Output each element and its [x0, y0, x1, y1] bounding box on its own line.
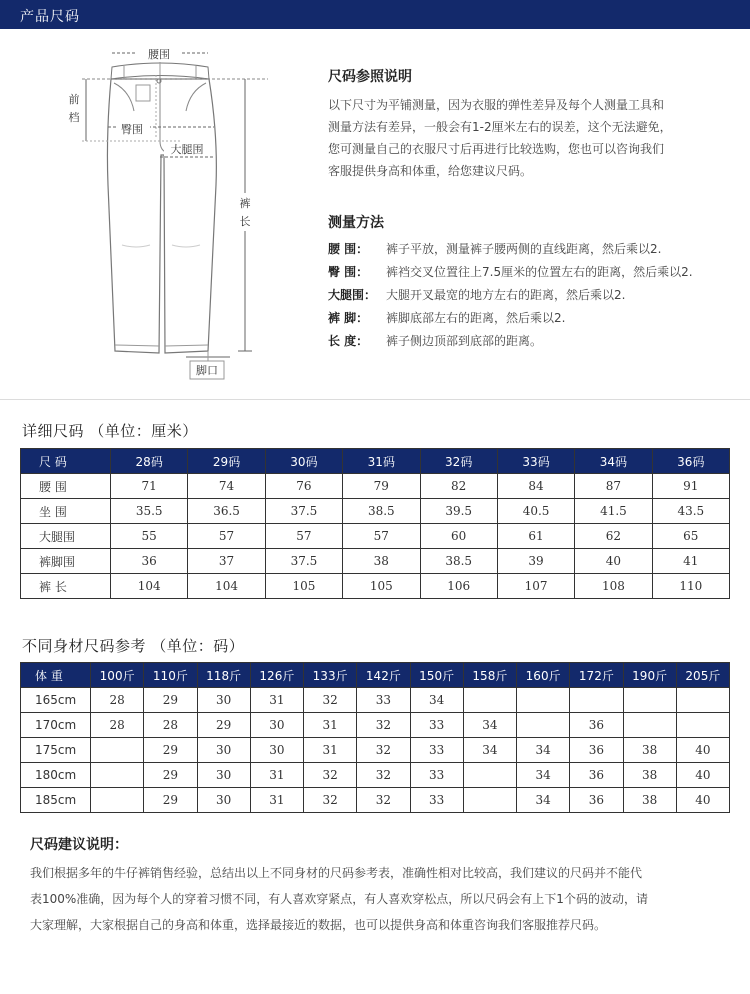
pants-diagram: [60, 45, 290, 385]
size-reference-line-2: 测量方法有差异，一般会有1-2厘米左右的误差，这个无法避免，: [328, 120, 672, 134]
table-cell: 28: [91, 713, 144, 738]
method-key: 腰 围：: [328, 242, 369, 256]
body-size-reference-table: [20, 662, 730, 813]
table-cell: 30: [197, 763, 250, 788]
table-cell: 105: [343, 574, 420, 599]
advice-line-3: 大家理解，大家根据自己的身高和体重，选择最接近的数据，也可以提供身高和体重咨询我们客服推荐尺码。: [30, 918, 607, 932]
table-cell: 38.5: [420, 549, 497, 574]
size-table-title: 详细尺码 （单位：厘米）: [22, 422, 198, 440]
table-cell: 104: [188, 574, 265, 599]
method-item-length: [328, 330, 748, 353]
table-cell: 65: [652, 524, 729, 549]
row-header-cell: 大腿围: [21, 524, 111, 549]
row-header-cell: 裤 长: [21, 574, 111, 599]
table-cell: 30: [250, 738, 303, 763]
column-header: 33码: [497, 449, 574, 474]
row-header-cell: 180cm: [21, 763, 91, 788]
header-title: 产品尺码: [20, 9, 80, 25]
table-cell: 29: [144, 763, 197, 788]
table-cell: 57: [343, 524, 420, 549]
advice-line-2: 表100%准确，因为每个人的穿着习惯不同，有人喜欢穿紧点，有人喜欢穿松点，所以尺码会有上下1个码的波动，请: [30, 892, 648, 906]
table-cell: 32: [304, 763, 357, 788]
row-header-cell: 腰 围: [21, 474, 111, 499]
table-cell: 38: [623, 788, 676, 813]
table-cell: 36.5: [188, 499, 265, 524]
table-cell: [91, 788, 144, 813]
size-advice: [30, 834, 730, 938]
table-row: [21, 788, 730, 813]
table-cell: [463, 688, 516, 713]
size-reference-line-1: 以下尺寸为平铺测量，因为衣服的弹性差异及每个人测量工具和: [328, 98, 665, 112]
column-header: 150斤: [410, 663, 463, 688]
column-header: 29码: [188, 449, 265, 474]
table-cell: [623, 688, 676, 713]
label-waist: 腰围: [148, 48, 170, 61]
table-cell: 34: [410, 688, 463, 713]
table-row: [21, 549, 730, 574]
table-cell: 34: [463, 713, 516, 738]
column-header: 160斤: [517, 663, 570, 688]
table-row: [21, 499, 730, 524]
table-cell: 31: [250, 688, 303, 713]
table-cell: 82: [420, 474, 497, 499]
table-cell: [91, 738, 144, 763]
table-row: [21, 688, 730, 713]
column-header: 尺 码: [21, 449, 111, 474]
table-cell: 32: [304, 788, 357, 813]
table-cell: 40: [676, 738, 729, 763]
column-header: 158斤: [463, 663, 516, 688]
pants-illustration: [60, 45, 290, 385]
table-cell: 106: [420, 574, 497, 599]
advice-title: 尺码建议说明：: [30, 837, 128, 853]
table-cell: 31: [250, 788, 303, 813]
column-header: 133斤: [304, 663, 357, 688]
column-header: 28码: [111, 449, 188, 474]
table-cell: 57: [188, 524, 265, 549]
table-cell: [623, 713, 676, 738]
size-table: [20, 448, 730, 599]
table-cell: 35.5: [111, 499, 188, 524]
method-key: 裤 脚：: [328, 311, 369, 325]
table-cell: 36: [570, 713, 623, 738]
table-cell: 36: [111, 549, 188, 574]
column-header: 126斤: [250, 663, 303, 688]
column-header: 142斤: [357, 663, 410, 688]
table-cell: 41.5: [575, 499, 652, 524]
table-cell: 30: [197, 738, 250, 763]
row-header-cell: 坐 围: [21, 499, 111, 524]
table-cell: [570, 688, 623, 713]
table-cell: 74: [188, 474, 265, 499]
table-cell: 43.5: [652, 499, 729, 524]
table-cell: 34: [517, 788, 570, 813]
table-cell: 104: [111, 574, 188, 599]
table-cell: 108: [575, 574, 652, 599]
table-cell: 33: [410, 763, 463, 788]
table-cell: 71: [111, 474, 188, 499]
table-cell: 31: [304, 738, 357, 763]
method-key: 长 度：: [328, 334, 369, 348]
method-item-waist: [328, 238, 748, 261]
table-cell: 39: [497, 549, 574, 574]
column-header: 体 重: [21, 663, 91, 688]
table-cell: [517, 713, 570, 738]
label-length-2: 长: [239, 215, 251, 228]
table-row: [21, 763, 730, 788]
table-cell: 62: [575, 524, 652, 549]
label-front-rise-1: 前: [68, 93, 80, 106]
table-row: [21, 474, 730, 499]
table-cell: 32: [304, 688, 357, 713]
table-cell: 38: [623, 763, 676, 788]
method-key: 臀 围：: [328, 265, 369, 279]
method-item-thigh: [328, 284, 748, 307]
method-item-hip: [328, 261, 748, 284]
row-header-cell: 175cm: [21, 738, 91, 763]
table-cell: 61: [497, 524, 574, 549]
table-cell: 39.5: [420, 499, 497, 524]
method-value: 裤裆交叉位置往上7.5厘米的位置左右的距离，然后乘以2.: [386, 265, 693, 279]
measurement-method: [328, 212, 748, 353]
section-divider: [0, 399, 750, 400]
table-cell: 37.5: [265, 499, 342, 524]
method-value: 裤子平放，测量裤子腰两侧的直线距离，然后乘以2.: [386, 242, 662, 256]
table-cell: 41: [652, 549, 729, 574]
table-cell: 31: [250, 763, 303, 788]
label-thigh: 大腿围: [170, 143, 204, 156]
table-cell: 91: [652, 474, 729, 499]
table-cell: 79: [343, 474, 420, 499]
table-cell: 34: [517, 763, 570, 788]
table-cell: 87: [575, 474, 652, 499]
method-key: 大腿围：: [328, 288, 377, 302]
table-cell: [463, 788, 516, 813]
label-front-rise-2: 档: [68, 111, 80, 124]
table-cell: 28: [91, 688, 144, 713]
table-cell: 34: [517, 738, 570, 763]
header-bar: [0, 0, 750, 29]
table-cell: 29: [144, 788, 197, 813]
column-header: 30码: [265, 449, 342, 474]
table-cell: 32: [357, 713, 410, 738]
row-header-cell: 185cm: [21, 788, 91, 813]
row-header-cell: 170cm: [21, 713, 91, 738]
table-cell: 57: [265, 524, 342, 549]
row-header-cell: 165cm: [21, 688, 91, 713]
table-cell: 32: [357, 763, 410, 788]
table-row: [21, 713, 730, 738]
table-cell: 38: [343, 549, 420, 574]
table-cell: 36: [570, 763, 623, 788]
table-cell: [517, 688, 570, 713]
table-cell: 29: [197, 713, 250, 738]
table-cell: 34: [463, 738, 516, 763]
label-hip: 臀围: [121, 123, 143, 136]
column-header: 172斤: [570, 663, 623, 688]
column-header: 31码: [343, 449, 420, 474]
table-cell: 38.5: [343, 499, 420, 524]
table-cell: 110: [652, 574, 729, 599]
table-cell: 33: [410, 738, 463, 763]
size-reference-line-4: 客服提供身高和体重，给您建议尺码。: [328, 164, 533, 178]
table-cell: 84: [497, 474, 574, 499]
table-cell: 37.5: [265, 549, 342, 574]
label-length-1: 裤: [239, 197, 251, 210]
table-cell: 31: [304, 713, 357, 738]
table-header-row: [21, 663, 730, 688]
column-header: 118斤: [197, 663, 250, 688]
table-cell: [676, 713, 729, 738]
column-header: 190斤: [623, 663, 676, 688]
table-cell: 32: [357, 738, 410, 763]
column-header: 100斤: [91, 663, 144, 688]
table-row: [21, 524, 730, 549]
table-header-row: [21, 449, 730, 474]
table-cell: 105: [265, 574, 342, 599]
table-cell: 32: [357, 788, 410, 813]
table-cell: 40: [575, 549, 652, 574]
table-cell: 33: [410, 788, 463, 813]
row-header-cell: 裤脚围: [21, 549, 111, 574]
table-cell: 29: [144, 738, 197, 763]
table-cell: 76: [265, 474, 342, 499]
table-cell: 30: [197, 788, 250, 813]
table-cell: 28: [144, 713, 197, 738]
method-value: 裤子侧边顶部到底部的距离。: [386, 334, 543, 348]
table-cell: [463, 763, 516, 788]
table-cell: 40: [676, 763, 729, 788]
size-reference-note: [328, 66, 738, 182]
table-cell: 37: [188, 549, 265, 574]
label-hem: 脚口: [196, 364, 218, 377]
method-title: 测量方法: [328, 215, 384, 231]
table-cell: 40.5: [497, 499, 574, 524]
table-cell: 29: [144, 688, 197, 713]
table-cell: 30: [250, 713, 303, 738]
table-cell: 33: [357, 688, 410, 713]
table-cell: 60: [420, 524, 497, 549]
method-value: 裤脚底部左右的距离，然后乘以2.: [386, 311, 566, 325]
size-reference-line-3: 您可测量自己的衣服尺寸后再进行比较选购，您也可以咨询我们: [328, 142, 665, 156]
column-header: 205斤: [676, 663, 729, 688]
table-cell: 30: [197, 688, 250, 713]
column-header: 110斤: [144, 663, 197, 688]
table-cell: 36: [570, 738, 623, 763]
table-cell: 38: [623, 738, 676, 763]
method-value: 大腿开叉最宽的地方左右的距离，然后乘以2.: [386, 288, 626, 302]
method-item-hem: [328, 307, 748, 330]
table-cell: 36: [570, 788, 623, 813]
table-cell: [676, 688, 729, 713]
table-cell: 33: [410, 713, 463, 738]
table-row: [21, 738, 730, 763]
ref-table-title: 不同身材尺码参考 （单位：码）: [22, 637, 245, 655]
table-row: [21, 574, 730, 599]
column-header: 32码: [420, 449, 497, 474]
size-reference-title: 尺码参照说明: [328, 69, 412, 85]
table-cell: 55: [111, 524, 188, 549]
table-cell: 40: [676, 788, 729, 813]
column-header: 36码: [652, 449, 729, 474]
table-cell: 107: [497, 574, 574, 599]
table-cell: [91, 763, 144, 788]
advice-line-1: 我们根据多年的牛仔裤销售经验，总结出以上不同身材的尺码参考表，准确性相对比较高，我们建议的尺码并不能代: [30, 866, 643, 880]
column-header: 34码: [575, 449, 652, 474]
